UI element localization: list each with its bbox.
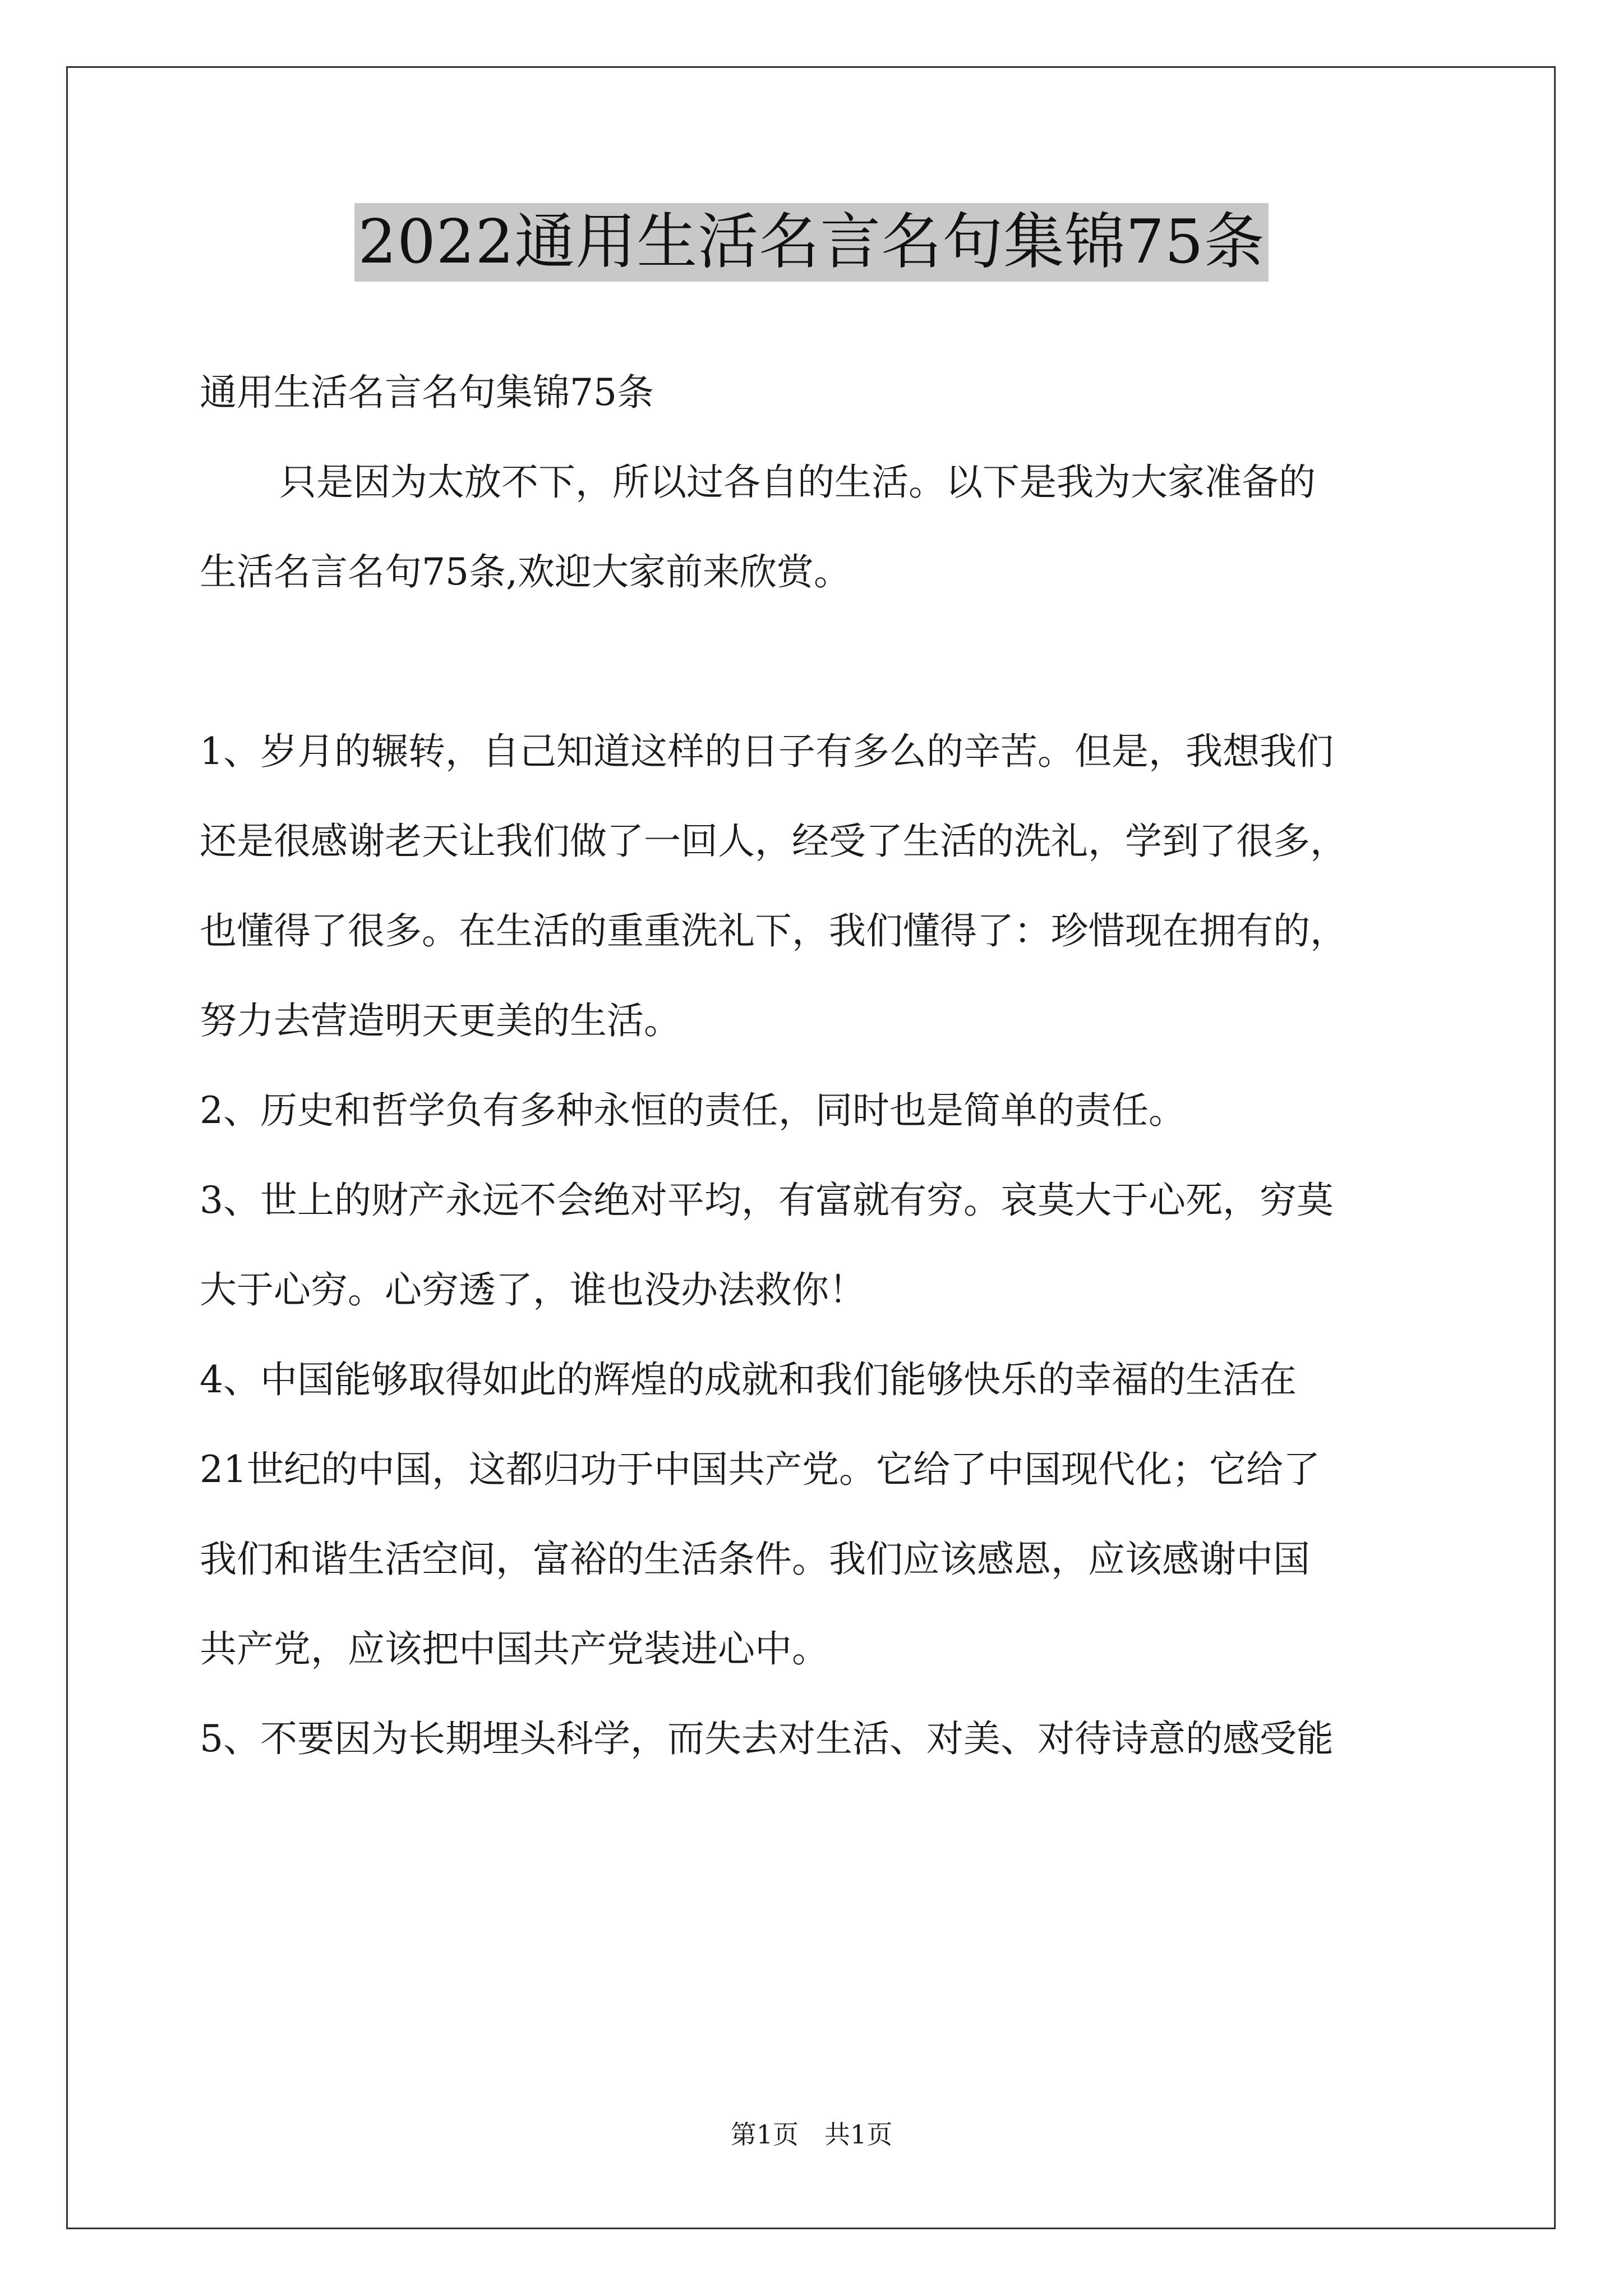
body-line: 1、岁月的辗转，自己知道这样的日子有多么的辛苦。但是，我想我们	[200, 730, 1334, 773]
body-line: 3、世上的财产永远不会绝对平均，有富就有穷。哀莫大于心死，穷莫	[200, 1179, 1334, 1222]
intro-line: 生活名言名句75条,欢迎大家前来欣赏。	[200, 550, 851, 593]
body-line: 我们和谐生活空间，富裕的生活条件。我们应该感恩，应该感谢中国	[200, 1538, 1310, 1581]
intro-line: 只是因为太放不下，所以过各自的生活。以下是我为大家准备的	[279, 461, 1316, 504]
subtitle: 通用生活名言名句集锦75条	[200, 371, 654, 414]
body-line: 也懂得了很多。在生活的重重洗礼下，我们懂得了：珍惜现在拥有的，	[200, 909, 1347, 953]
body-line: 21世纪的中国，这都归功于中国共产党。它给了中国现代化；它给了	[200, 1448, 1320, 1491]
body-line: 共产党，应该把中国共产党装进心中。	[200, 1627, 829, 1671]
body-line: 努力去营造明天更美的生活。	[200, 999, 681, 1042]
body-line: 4、中国能够取得如此的辉煌的成就和我们能够快乐的幸福的生活在	[200, 1358, 1297, 1401]
body-line: 还是很感谢老天让我们做了一回人，经受了生活的洗礼，学到了很多，	[200, 820, 1347, 863]
body-line: 2、历史和哲学负有多种永恒的责任，同时也是简单的责任。	[200, 1089, 1186, 1132]
document-body	[200, 348, 1433, 1784]
title-container	[0, 203, 1623, 282]
page-footer: 第1页 共1页	[730, 2119, 893, 2150]
body-line: 大于心穷。心穷透了，谁也没办法救你！	[200, 1268, 866, 1312]
body-line: 5、不要因为长期埋头科学，而失去对生活、对美、对待诗意的感受能	[200, 1717, 1334, 1760]
paragraph-gap	[200, 617, 1433, 707]
document-title: 2022通用生活名言名句集锦75条	[354, 203, 1268, 282]
